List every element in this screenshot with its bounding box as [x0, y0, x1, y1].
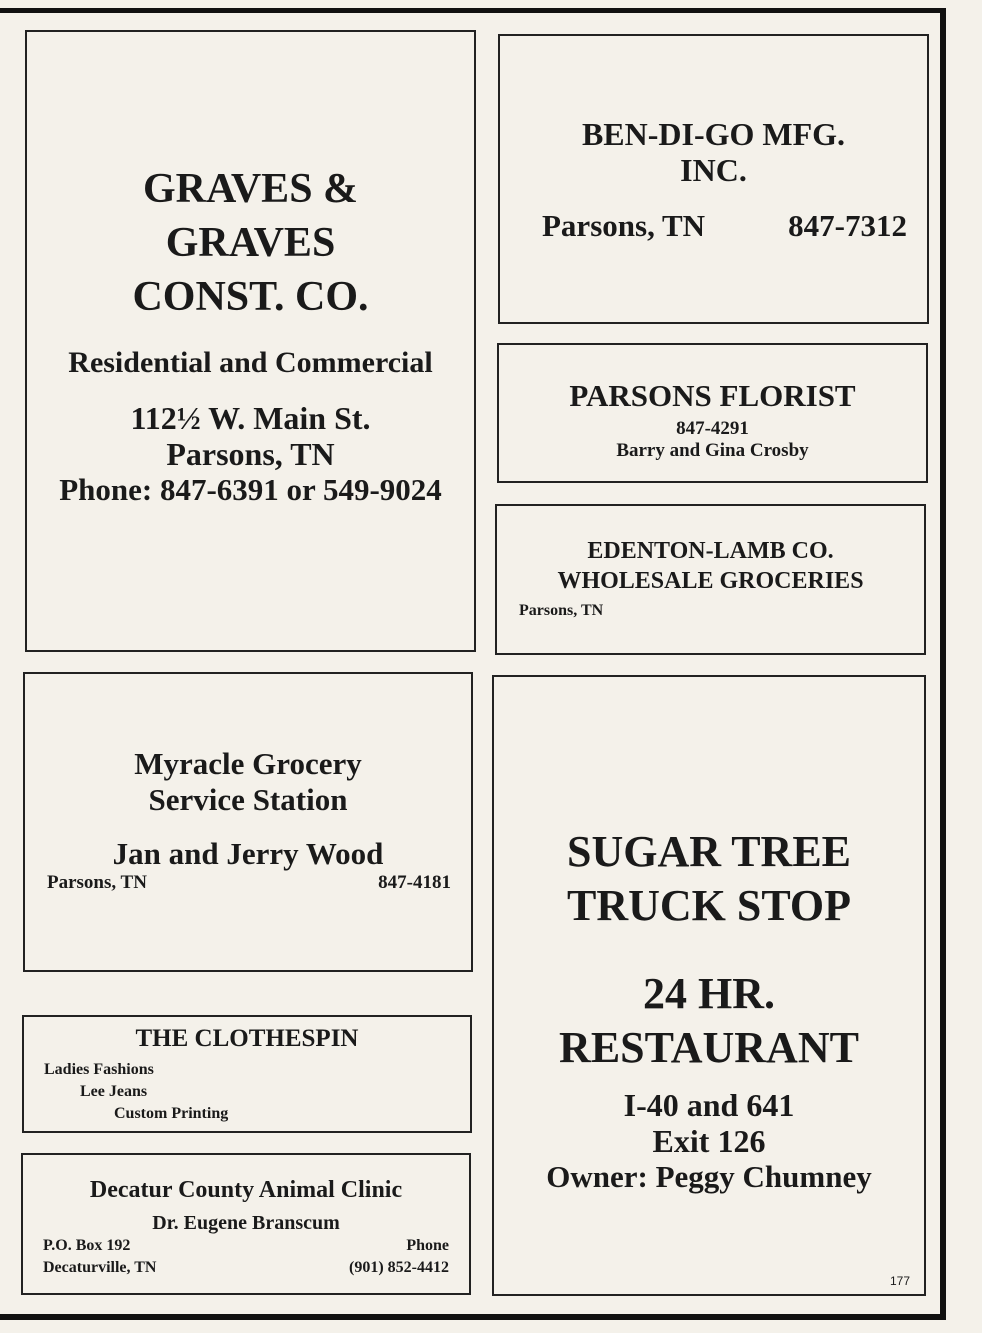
graves-name: GRAVES & GRAVES CONST. CO. — [132, 166, 369, 320]
graves-phone: Phone: 847-6391 or 549-9024 — [59, 472, 442, 507]
ad-animal-clinic — [21, 1153, 471, 1295]
bendigo-phone: 847-7312 — [788, 208, 907, 243]
edenton-name: EDENTON-LAMB CO. WHOLESALE GROCERIES — [557, 538, 864, 594]
clinic-phone-label: Phone — [406, 1237, 449, 1254]
florist-name: PARSONS FLORIST — [569, 378, 856, 413]
ad-bendigo — [498, 34, 929, 324]
myracle-city: Parsons, TN — [47, 872, 147, 893]
bendigo-city: Parsons, TN — [542, 208, 706, 243]
clothespin-item: Ladies Fashions — [44, 1061, 154, 1078]
clinic-po-box: P.O. Box 192 — [43, 1237, 131, 1254]
ad-parsons-florist — [497, 343, 928, 483]
myracle-contact-row — [25, 872, 471, 894]
sugartree-exit: Exit 126 — [652, 1123, 766, 1159]
sugartree-hours: 24 HR. RESTAURANT — [559, 969, 859, 1072]
ad-edenton-lamb — [495, 504, 926, 655]
page-number: 177 — [889, 1274, 910, 1288]
clinic-phone: (901) 852-4412 — [349, 1259, 449, 1276]
sugartree-name: SUGAR TREE TRUCK STOP — [566, 827, 852, 930]
bendigo-name: BEN-DI-GO MFG. INC. — [581, 116, 846, 188]
clothespin-items — [24, 1059, 470, 1125]
clinic-name: Decatur County Animal Clinic — [89, 1177, 403, 1203]
clothespin-item: Lee Jeans — [80, 1083, 148, 1100]
ad-sugar-tree — [492, 675, 926, 1296]
bendigo-contact-row — [500, 208, 927, 244]
florist-owners: Barry and Gina Crosby — [616, 440, 809, 461]
graves-address: 112½ W. Main St. — [130, 400, 371, 436]
clothespin-name: THE CLOTHESPIN — [135, 1025, 359, 1052]
myracle-owners: Jan and Jerry Wood — [112, 836, 384, 871]
sugartree-location: I-40 and 641 — [623, 1087, 795, 1123]
ad-myracle-grocery — [23, 672, 473, 972]
edenton-city: Parsons, TN — [519, 602, 604, 619]
ad-graves-graves — [25, 30, 476, 652]
sugartree-owner: Owner: Peggy Chumney — [546, 1159, 872, 1194]
myracle-phone: 847-4181 — [378, 872, 451, 893]
clothespin-item: Custom Printing — [114, 1105, 229, 1122]
myracle-name: Myracle Grocery Service Station — [134, 746, 362, 817]
clinic-row-2 — [23, 1257, 469, 1279]
clinic-doctor: Dr. Eugene Branscum — [152, 1212, 340, 1234]
clinic-city: Decaturville, TN — [43, 1259, 157, 1276]
florist-phone: 847-4291 — [676, 418, 749, 439]
graves-tagline: Residential and Commercial — [68, 346, 433, 379]
ad-clothespin — [22, 1015, 472, 1133]
clinic-row-1 — [23, 1235, 469, 1257]
graves-city: Parsons, TN — [166, 436, 335, 472]
